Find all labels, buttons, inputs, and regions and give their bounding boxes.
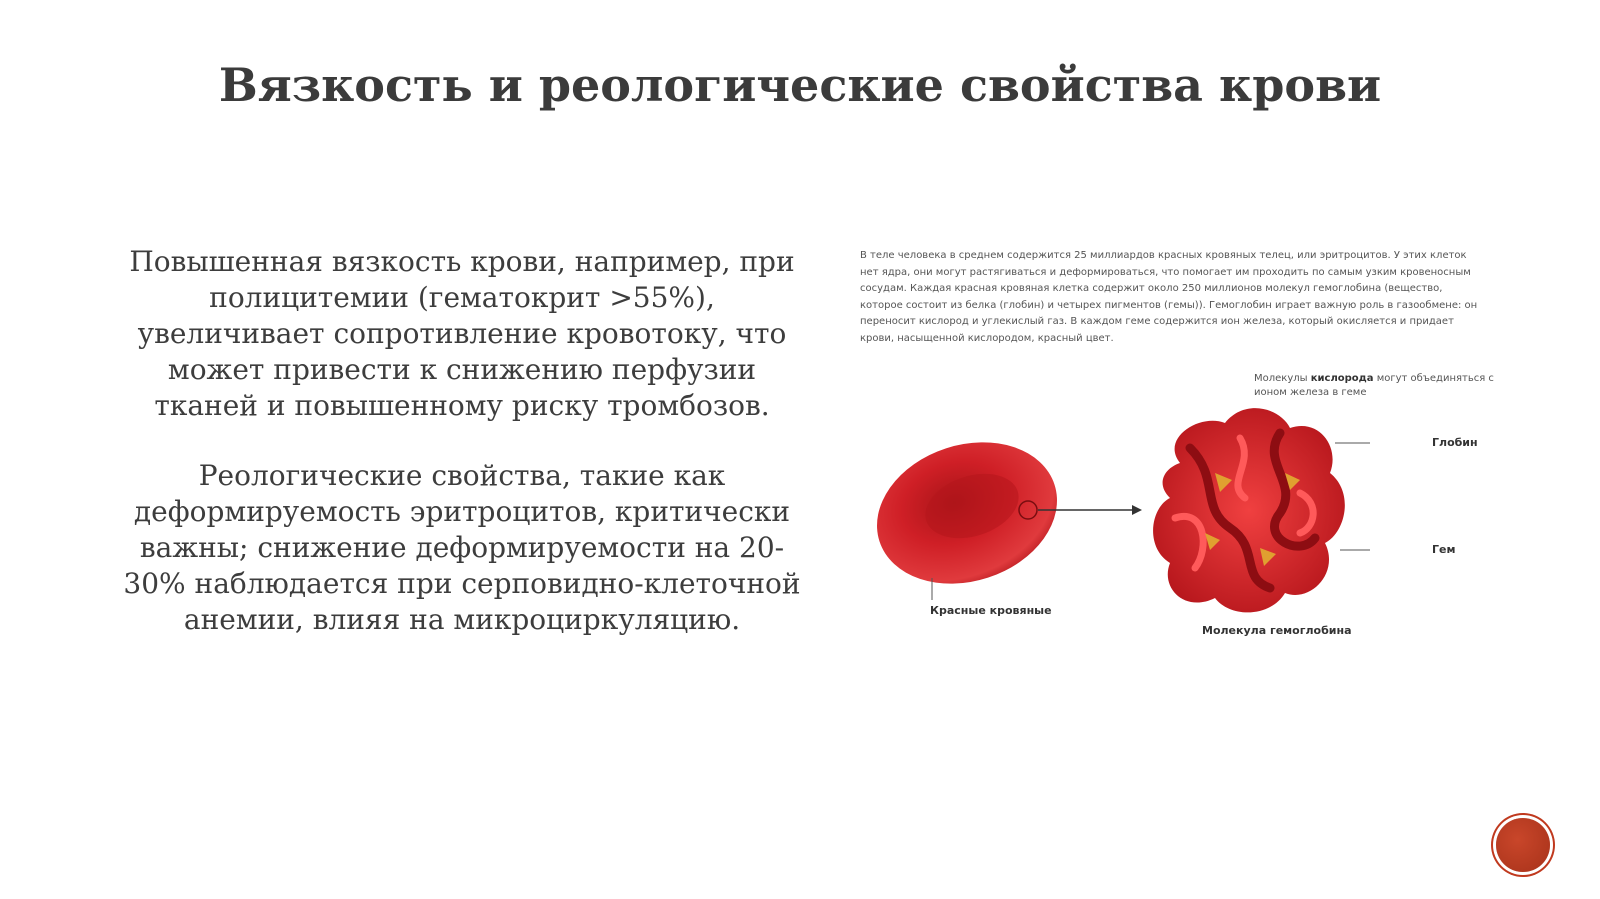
- label-heme: Гем: [1432, 543, 1456, 556]
- label-red-blood-cells: Красные кровяные: [930, 604, 1052, 617]
- figure-caption: В теле человека в среднем содержится 25 миллиардов красных кровяных телец, или эритроцитов. У этих клеток нет ядра, они могут растягиваться и деформироваться, что помогает им проходить по самым узким кровеносным сосудам. Каждая красная кровяная клетка содержит около 250 миллионов молекул гемоглобина (вещество, которое состоит из белка (глобин) и четырех пигментов (гемы)). Гемоглобин играет важную роль в газообмене: он переносит кислород и углекислый газ. В каждом геме содержится ион железа, который окисляется и придает крови, насыщенной кислородом, красный цвет.: [860, 250, 1478, 344]
- paragraph-rheology: Реологические свойства, такие как деформируемость эритроцитов, критически важны; снижение деформируемости на 20-30% наблюдается при серповидно-клеточной анемии, влияя на микроциркуляцию.: [123, 459, 801, 636]
- label-globin: Глобин: [1432, 436, 1478, 449]
- hemoglobin-molecule-icon: [1153, 408, 1345, 612]
- oxygen-note-bold: кислорода: [1310, 373, 1374, 384]
- oxygen-note-suffix: могут объединяться с ионом железа в геме: [1254, 373, 1494, 398]
- slide-title: Вязкость и реологические свойства крови: [218, 58, 1382, 112]
- red-blood-cell-icon: [860, 420, 1076, 606]
- figure-illustration: [860, 248, 1500, 658]
- hemoglobin-figure: [860, 248, 1500, 658]
- oxygen-note-prefix: Молекулы: [1254, 373, 1308, 384]
- paragraph-viscosity: Повышенная вязкость крови, например, при полицитемии (гематокрит >55%), увеличивает сопротивление кровотоку, что может привести к снижению перфузии тканей и повышенному риску тромбозов.: [129, 245, 795, 422]
- circle-nav-icon[interactable]: [1496, 818, 1550, 872]
- label-hemoglobin-molecule: Молекула гемоглобина: [1202, 624, 1352, 637]
- slide-body: [112, 244, 812, 672]
- oxygen-note: [1254, 372, 1494, 400]
